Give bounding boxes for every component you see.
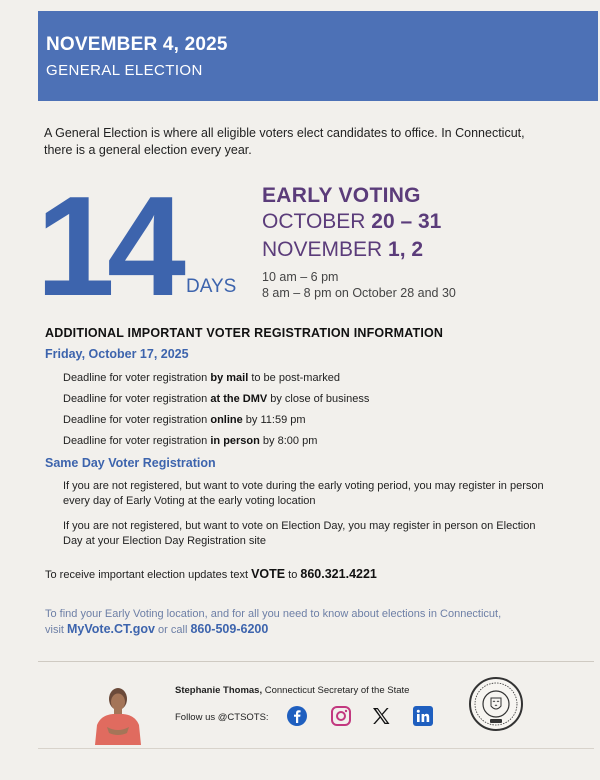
deadline-method: in person [210, 435, 260, 447]
deadline-text: to be post-marked [248, 372, 340, 384]
early-voting-october [262, 210, 441, 234]
deadline-text: by close of business [267, 393, 370, 405]
early-voting-extended-hours: 8 am – 8 pm on October 28 and 30 [262, 286, 456, 300]
find-info-line: To find your Early Voting location, and for all you need to know about elections in Connecticut, [45, 608, 502, 620]
state-seal-icon [468, 676, 524, 732]
deadline-item [63, 372, 340, 384]
early-voting-hours: 10 am – 6 pm [262, 270, 339, 284]
secretary-name [175, 685, 409, 696]
deadline-item [63, 414, 306, 426]
election-type: GENERAL ELECTION [46, 62, 203, 79]
header-band [38, 11, 598, 101]
contact-label: visit [45, 624, 67, 636]
footer-divider [38, 661, 594, 662]
section-heading: ADDITIONAL IMPORTANT VOTER REGISTRATION INFORMATION [45, 326, 444, 340]
website-link[interactable]: MyVote.CT.gov [67, 622, 155, 636]
text-updates-label: To receive important election updates text [45, 569, 252, 581]
month-label: OCTOBER [262, 210, 372, 233]
intro-text: A General Election is where all eligible voters elect candidates to office. In Connecticut, there is a general election every year. [44, 126, 525, 157]
early-voting-registration-text: If you are not registered, but want to vote during the early voting period, you may register in person every day of Early Voting at the early voting location [63, 480, 544, 507]
linkedin-icon[interactable] [412, 705, 434, 727]
text-keyword: VOTE [251, 567, 286, 581]
follow-us-label: Follow us @CTSOTS: [175, 712, 269, 723]
deadline-text: by 8:00 pm [259, 435, 318, 447]
facebook-icon[interactable] [286, 705, 308, 727]
deadline-text: Deadline for voter registration [63, 435, 211, 447]
deadline-method: by mail [210, 372, 249, 384]
days-label: DAYS [186, 276, 237, 297]
election-day-registration-text: If you are not registered, but want to vote on Election Day, you may register in person on Election Day at your Election Day Registration site [63, 520, 536, 547]
date-range: 20 – 31 [371, 210, 442, 233]
deadline-item [63, 393, 369, 405]
deadline-text: Deadline for voter registration [63, 372, 211, 384]
contact-label: or call [154, 624, 191, 636]
text-number: 860.321.4221 [300, 567, 377, 581]
contact-line [45, 622, 268, 636]
date-range: 1, 2 [388, 238, 424, 261]
text-updates-line [45, 567, 377, 581]
secretary-title: Connecticut Secretary of the State [262, 685, 410, 696]
avatar [93, 683, 143, 745]
early-voting-november [262, 238, 423, 262]
phone-number[interactable]: 860-509-6200 [190, 622, 269, 636]
election-date: NOVEMBER 4, 2025 [46, 34, 228, 55]
same-day-heading: Same Day Voter Registration [45, 456, 216, 470]
deadline-date-heading: Friday, October 17, 2025 [45, 347, 189, 361]
deadline-text: Deadline for voter registration [63, 414, 211, 426]
deadline-method: at the DMV [210, 393, 268, 405]
bottom-divider [38, 748, 594, 749]
instagram-icon[interactable] [330, 705, 352, 727]
early-voting-title: EARLY VOTING [262, 184, 421, 207]
x-icon[interactable] [370, 705, 392, 727]
deadline-text: Deadline for voter registration [63, 393, 211, 405]
deadline-item [63, 435, 317, 447]
deadline-text: by 11:59 pm [242, 414, 306, 426]
month-label: NOVEMBER [262, 238, 389, 261]
secretary-name-bold: Stephanie Thomas, [175, 685, 263, 696]
text-updates-label: to [285, 569, 301, 581]
deadline-method: online [210, 414, 243, 426]
days-number: 14 [36, 167, 178, 326]
